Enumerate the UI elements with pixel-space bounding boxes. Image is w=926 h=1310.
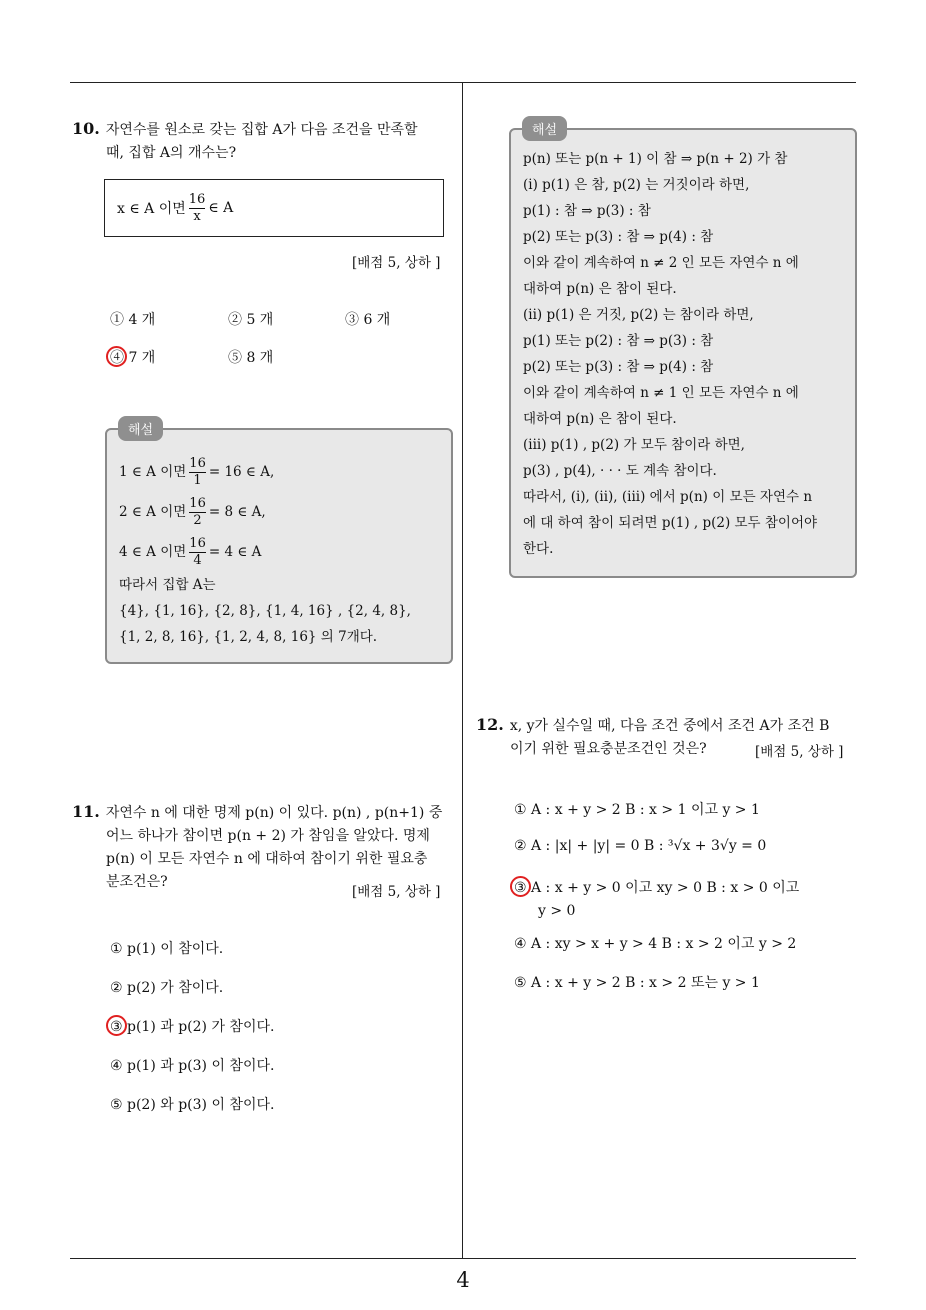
option-3-continuation: y > 0 [538,903,576,919]
option-4[interactable]: ④ p(1) 과 p(3) 이 참이다. [110,1058,275,1074]
solution-box-10 [105,428,453,664]
numerator: 16 [188,191,206,207]
solution-text: p(1) 또는 p(2) : 참 ⇒ p(3) : 참 [523,333,714,349]
option-3[interactable]: ③ A : x + y > 0 이고 xy > 0 B : x > 0 이고 [514,880,800,896]
question-text: 자연수를 원소로 갖는 집합 A가 다음 조건을 만족할 [105,122,418,138]
question-number: 11. [72,802,100,821]
question-text: 자연수 n 에 대한 명제 p(n) 이 있다. p(n) , p(n+1) 중 [105,805,443,821]
column-divider [462,82,463,1258]
solution-text: (i) p(1) 은 참, p(2) 는 거짓이라 하면, [523,177,750,193]
solution-text: p(3) , p(4), · · · 도 계속 참이다. [523,463,717,479]
solution-text: {1, 2, 8, 16}, {1, 2, 4, 8, 16} 의 7개다. [119,629,378,645]
page-number: 4 [456,1268,470,1292]
fraction [189,537,206,568]
answer-circle-mark [510,876,531,897]
solution-text: (ii) p(1) 은 거짓, p(2) 는 참이라 하면, [523,307,754,323]
option-1[interactable]: ① 4 개 [110,312,156,328]
question-number: 12. [476,715,504,734]
option-2[interactable]: ② 5 개 [228,312,274,328]
solution-text: 4 ∈ A 이면 [119,544,187,560]
option-1[interactable]: ① p(1) 이 참이다. [110,941,224,957]
option-4[interactable]: ④ 7 개 [110,350,156,366]
solution-text: 한다. [523,541,554,557]
score-label: [배점 5, 상하 ] [352,884,441,900]
option-3[interactable]: ③ p(1) 과 p(2) 가 참이다. [110,1019,275,1035]
solution-text: p(2) 또는 p(3) : 참 ⇒ p(4) : 참 [523,359,714,375]
denominator: x [193,208,201,224]
condition-text: x ∈ A 이면 [117,201,186,217]
condition-box [104,179,444,237]
option-5[interactable]: ⑤ p(2) 와 p(3) 이 참이다. [110,1097,275,1113]
answer-circle-mark [106,346,127,367]
solution-text: {4}, {1, 16}, {2, 8}, {1, 4, 16} , {2, 4, 8}, [119,603,411,619]
solution-text: 에 대 하여 참이 되려면 p(1) , p(2) 모두 참이어야 [523,515,818,531]
question-text: 어느 하나가 참이면 p(n + 2) 가 참임을 알았다. 명제 [106,828,430,844]
option-4[interactable]: ④ A : xy > x + y > 4 B : x > 2 이고 y > 2 [514,936,797,952]
solution-text: = 16 ∈ A, [208,464,275,480]
solution-tag: 해설 [118,416,163,441]
solution-text: = 8 ∈ A, [208,504,266,520]
question-text: 이기 위한 필요충분조건인 것은? [510,741,707,757]
solution-text: 대하여 p(n) 은 참이 된다. [523,281,677,297]
question-10 [72,117,457,165]
solution-box-11 [509,128,857,578]
solution-text: p(2) 또는 p(3) : 참 ⇒ p(4) : 참 [523,229,714,245]
condition-text: ∈ A [208,200,234,216]
solution-text: 따라서, (i), (ii), (iii) 에서 p(n) 이 모든 자연수 n [523,489,813,505]
solution-text: = 4 ∈ A [208,544,262,560]
solution-text: 이와 같이 계속하여 n ≠ 1 인 모든 자연수 n 에 [523,385,799,401]
solution-text: p(n) 또는 p(n + 1) 이 참 ⇒ p(n + 2) 가 참 [523,151,788,167]
score-label: [배점 5, 상하 ] [755,744,844,760]
question-text: x, y가 실수일 때, 다음 조건 중에서 조건 A가 조건 B [509,718,830,734]
answer-circle-mark [106,1015,127,1036]
fraction [189,193,206,224]
solution-text: 따라서 집합 A는 [119,577,216,593]
option-5[interactable]: ⑤ A : x + y > 2 B : x > 2 또는 y > 1 [514,975,760,991]
option-2[interactable]: ② p(2) 가 참이다. [110,980,224,996]
option-5[interactable]: ⑤ 8 개 [228,350,274,366]
solution-text: 2 ∈ A 이면 [119,504,187,520]
solution-text: 이와 같이 계속하여 n ≠ 2 인 모든 자연수 n 에 [523,255,799,271]
solution-text: 대하여 p(n) 은 참이 된다. [523,411,677,427]
option-2[interactable]: ② A : |x| + |y| = 0 B : ³√x + 3√y = 0 [514,838,767,854]
denominator: 4 [193,552,202,568]
denominator: 1 [193,472,202,488]
question-number: 10. [72,119,100,138]
numerator: 16 [189,535,206,551]
solution-text: 1 ∈ A 이면 [119,464,187,480]
denominator: 2 [193,512,202,528]
solution-tag: 해설 [522,116,567,141]
option-1[interactable]: ① A : x + y > 2 B : x > 1 이고 y > 1 [514,802,760,818]
fraction [189,457,206,488]
top-rule [70,82,856,83]
question-text: p(n) 이 모든 자연수 n 에 대하여 참이기 위한 필요충 [106,851,428,867]
numerator: 16 [189,455,206,471]
question-text: 분조건은? [106,874,168,890]
bottom-rule [70,1258,856,1259]
numerator: 16 [189,495,206,511]
score-label: [배점 5, 상하 ] [352,255,441,271]
fraction [189,497,206,528]
option-3[interactable]: ③ 6 개 [345,312,391,328]
solution-text: p(1) : 참 ⇒ p(3) : 참 [523,203,651,219]
question-text: 때, 집합 A의 개수는? [106,145,237,161]
solution-text: (iii) p(1) , p(2) 가 모두 참이라 하면, [523,437,745,453]
